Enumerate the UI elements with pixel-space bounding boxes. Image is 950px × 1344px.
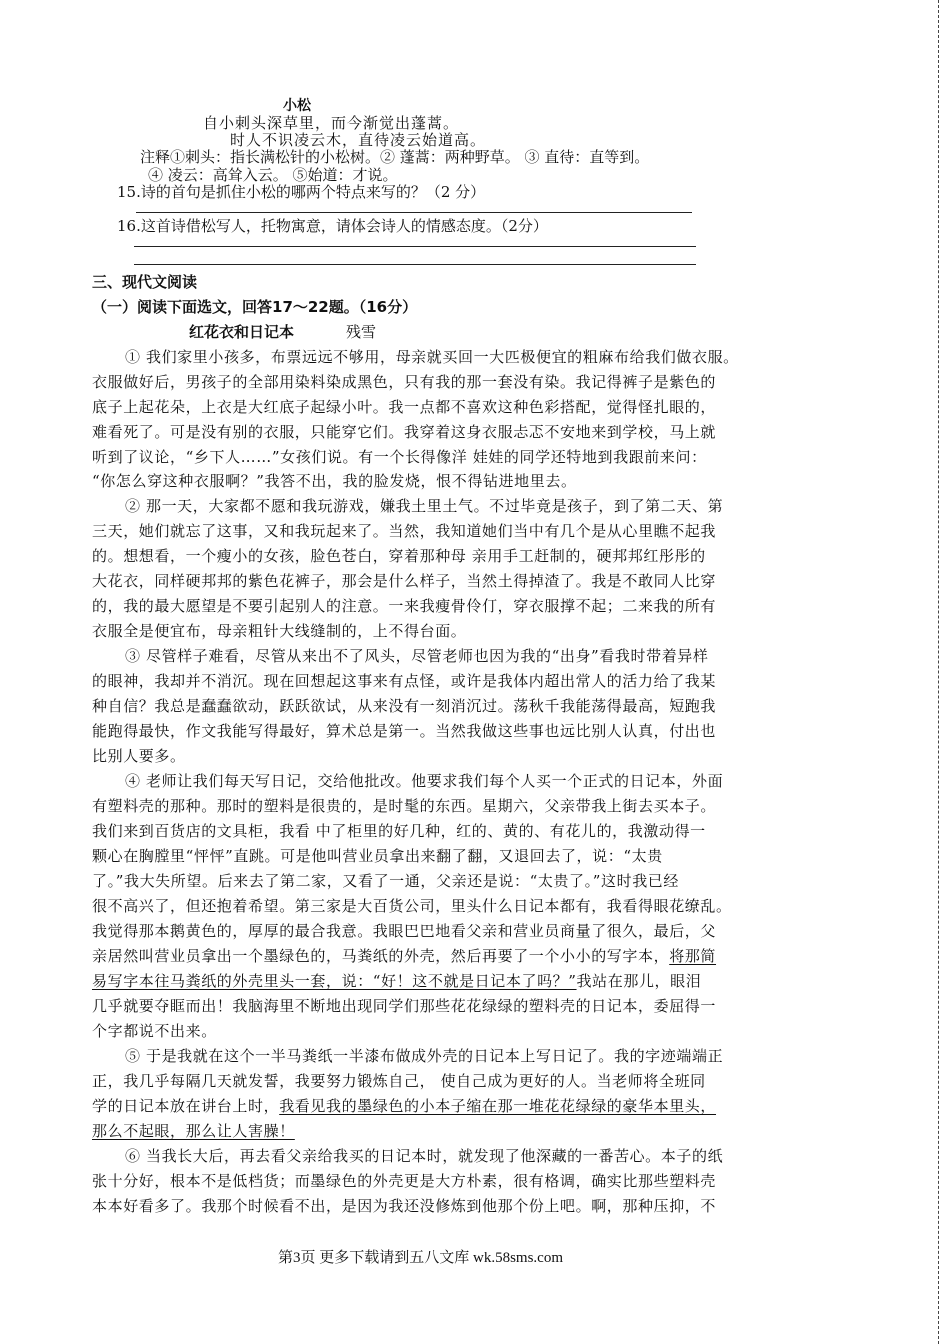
answer-line xyxy=(134,264,696,265)
text-line: 正，我几乎每隔几天就发誓，我要努力锻炼自己， 使自己成为更好的人。当老师将全班同 xyxy=(92,1072,706,1090)
text-line xyxy=(92,945,716,966)
section-heading: 三、现代文阅读 xyxy=(92,273,198,291)
text-line: 很不高兴了，但还抱着希望。第三家是大百货公司，里头什么日记本都有，我看得眼花缭乱。 xyxy=(92,897,732,915)
text-line: 能跑得最快，作文我能写得最好，算术总是第一。当然我做这些事也远比别人认真，付出也 xyxy=(92,722,717,740)
text-line: 的眼神，我却并不消沉。现在回想起这事来有点怪，或许是我体内超出常人的活力给了我某 xyxy=(92,672,717,690)
text-line: 衣服做好后，男孩子的全部用染料染成黑色，只有我的那一套没有染。我记得裤子是紫色的 xyxy=(92,373,717,391)
page-footer: 第3页 更多下载请到五八文库 wk.58sms.com xyxy=(278,1250,564,1266)
text-line xyxy=(92,970,701,991)
text-line: 大花衣，同样硬邦邦的紫色花裤子，那会是什么样子，当然土得掉渣了。我是不敢同人比穿 xyxy=(92,572,717,590)
text-line: 张十分好，根本不是低档货；而墨绿色的外壳更是大方朴素，很有格调，确实比那些塑料壳 xyxy=(92,1172,717,1190)
answer-line xyxy=(134,246,696,247)
text-line: 比别人要多。 xyxy=(92,747,186,765)
text-line: 那么不起眼，那么让人害臊！ xyxy=(92,1122,295,1140)
article-author: 残雪 xyxy=(346,323,377,341)
underlined-text: 将那简 xyxy=(669,947,717,965)
section-subheading: （一）阅读下面选文，回答17～22题。（16分） xyxy=(92,298,418,316)
text-line: 种自信？我总是蠢蠢欲动，跃跃欲试，从来没有一刻消沉过。荡秋千我能荡得最高，短跑我 xyxy=(92,697,717,715)
text-line: “你怎么穿这种衣服啊？”我答不出，我的脸发烧，恨不得钻进地里去。 xyxy=(92,472,577,490)
poem-notes-line-2: ④ 凌云：高耸入云。 ⑤始道：才说。 xyxy=(148,166,398,184)
text-line: ① 我们家里小孩多，布票远远不够用，母亲就买回一大匹极便宜的粗麻布给我们做衣服。 xyxy=(125,348,739,366)
text-line: 颗心在胸膛里“怦怦”直跳。可是他叫营业员拿出来翻了翻，又退回去了，说：“太贵 xyxy=(92,847,663,865)
text-line: ④ 老师让我们每天写日记，交给他批改。他要求我们每个人买一个正式的日记本，外面 xyxy=(125,772,724,790)
text-line: 底子上起花朵，上衣是大红底子起绿小叶。我一点都不喜欢这种色彩搭配，觉得怪扎眼的， xyxy=(92,398,717,416)
text-line xyxy=(92,1095,716,1116)
question-16: 16.这首诗借松写人，托物寓意，请体会诗人的情感态度。（2分） xyxy=(117,217,548,235)
question-15: 15.诗的首句是抓住小松的哪两个特点来写的？（2 分） xyxy=(117,183,486,201)
text-segment: 学的日记本放在讲台上时， xyxy=(92,1097,280,1115)
text-line: ⑤ 于是我就在这个一半马粪纸一半漆布做成外壳的日记本上写日记了。我的字迹端端正 xyxy=(125,1047,724,1065)
text-segment: 亲居然叫营业员拿出一个墨绿色的，马粪纸的外壳，然后再要了一个小小的写字本， xyxy=(92,947,670,965)
text-line: 我觉得那本鹅黄色的，厚厚的最合我意。我眼巴巴地看父亲和营业员商量了很久，最后，父 xyxy=(92,922,717,940)
article-title: 红花衣和日记本 xyxy=(189,323,295,341)
text-line: ② 那一天，大家都不愿和我玩游戏，嫌我土里土气。不过毕竟是孩子，到了第二天、第 xyxy=(125,497,724,515)
text-line: 有塑料壳的那种。那时的塑料是很贵的，是时髦的东西。星期六，父亲带我上街去买本子。 xyxy=(92,797,717,815)
poem-title: 小松 xyxy=(283,98,311,114)
underlined-text: 易写字本往马粪纸的外壳里头一套，说：“好！这不就是日记本了吗？” xyxy=(92,972,577,990)
answer-line xyxy=(136,212,692,213)
text-line: 听到了议论，“乡下人……”女孩们说。有一个长得像洋 娃娃的同学还特地到我跟前来问： xyxy=(92,448,707,466)
text-line: 本本好看多了。我那个时候看不出，是因为我还没修炼到他那个份上吧。啊，那种压抑，不 xyxy=(92,1197,717,1215)
poem-notes-line-1: 注释①刺头：指长满松针的小松树。② 蓬蒿：两种野草。 ③ 直待：直等到。 xyxy=(140,148,650,166)
text-line: ⑥ 当我长大后，再去看父亲给我买的日记本时，就发现了他深藏的一番苦心。本子的纸 xyxy=(125,1147,724,1165)
text-line: ③ 尽管样子难看，尽管从来出不了风头，尽管老师也因为我的“出身”看我时带着异样 xyxy=(125,647,709,665)
text-segment: 我站在那儿，眼泪 xyxy=(576,972,702,990)
poem-line-2: 时人不识凌云木，直待凌云始道高。 xyxy=(230,131,487,149)
text-line: 的，我的最大愿望是不要引起别人的注意。一来我瘦骨伶仃，穿衣服撑不起；二来我的所有 xyxy=(92,597,717,615)
page-edge-dashed-line xyxy=(938,0,939,1344)
text-line: 了。”我大失所望。后来去了第二家，又看了一通，父亲还是说：“太贵了。”这时我已经 xyxy=(92,872,680,890)
text-line: 我们来到百货店的文具柜，我看 中了柜里的好几种，红的、黄的、有花儿的，我激动得一 xyxy=(92,822,706,840)
underlined-text: 我看见我的墨绿色的小本子缩在那一堆花花绿绿的豪华本里头， xyxy=(279,1097,717,1115)
text-line: 衣服全是便宜布，母亲粗针大线缝制的，上不得台面。 xyxy=(92,622,467,640)
text-line: 个字都说不出来。 xyxy=(92,1022,217,1040)
text-line: 几乎就要夺眶而出！我脑海里不断地出现同学们那些花花绿绿的塑料壳的日记本，委屈得一 xyxy=(92,997,717,1015)
text-line: 难看死了。可是没有别的衣服，只能穿它们。我穿着这身衣服忐忑不安地来到学校，马上就 xyxy=(92,423,717,441)
text-line: 三天，她们就忘了这事，又和我玩起来了。当然，我知道她们当中有几个是从心里瞧不起我 xyxy=(92,522,717,540)
text-line: 的。想想看，一个瘦小的女孩，脸色苍白，穿着那种母 亲用手工赶制的，硬邦邦红彤彤的 xyxy=(92,547,706,565)
poem-line-1: 自小刺头深草里，而今渐觉出蓬蒿。 xyxy=(203,114,460,132)
